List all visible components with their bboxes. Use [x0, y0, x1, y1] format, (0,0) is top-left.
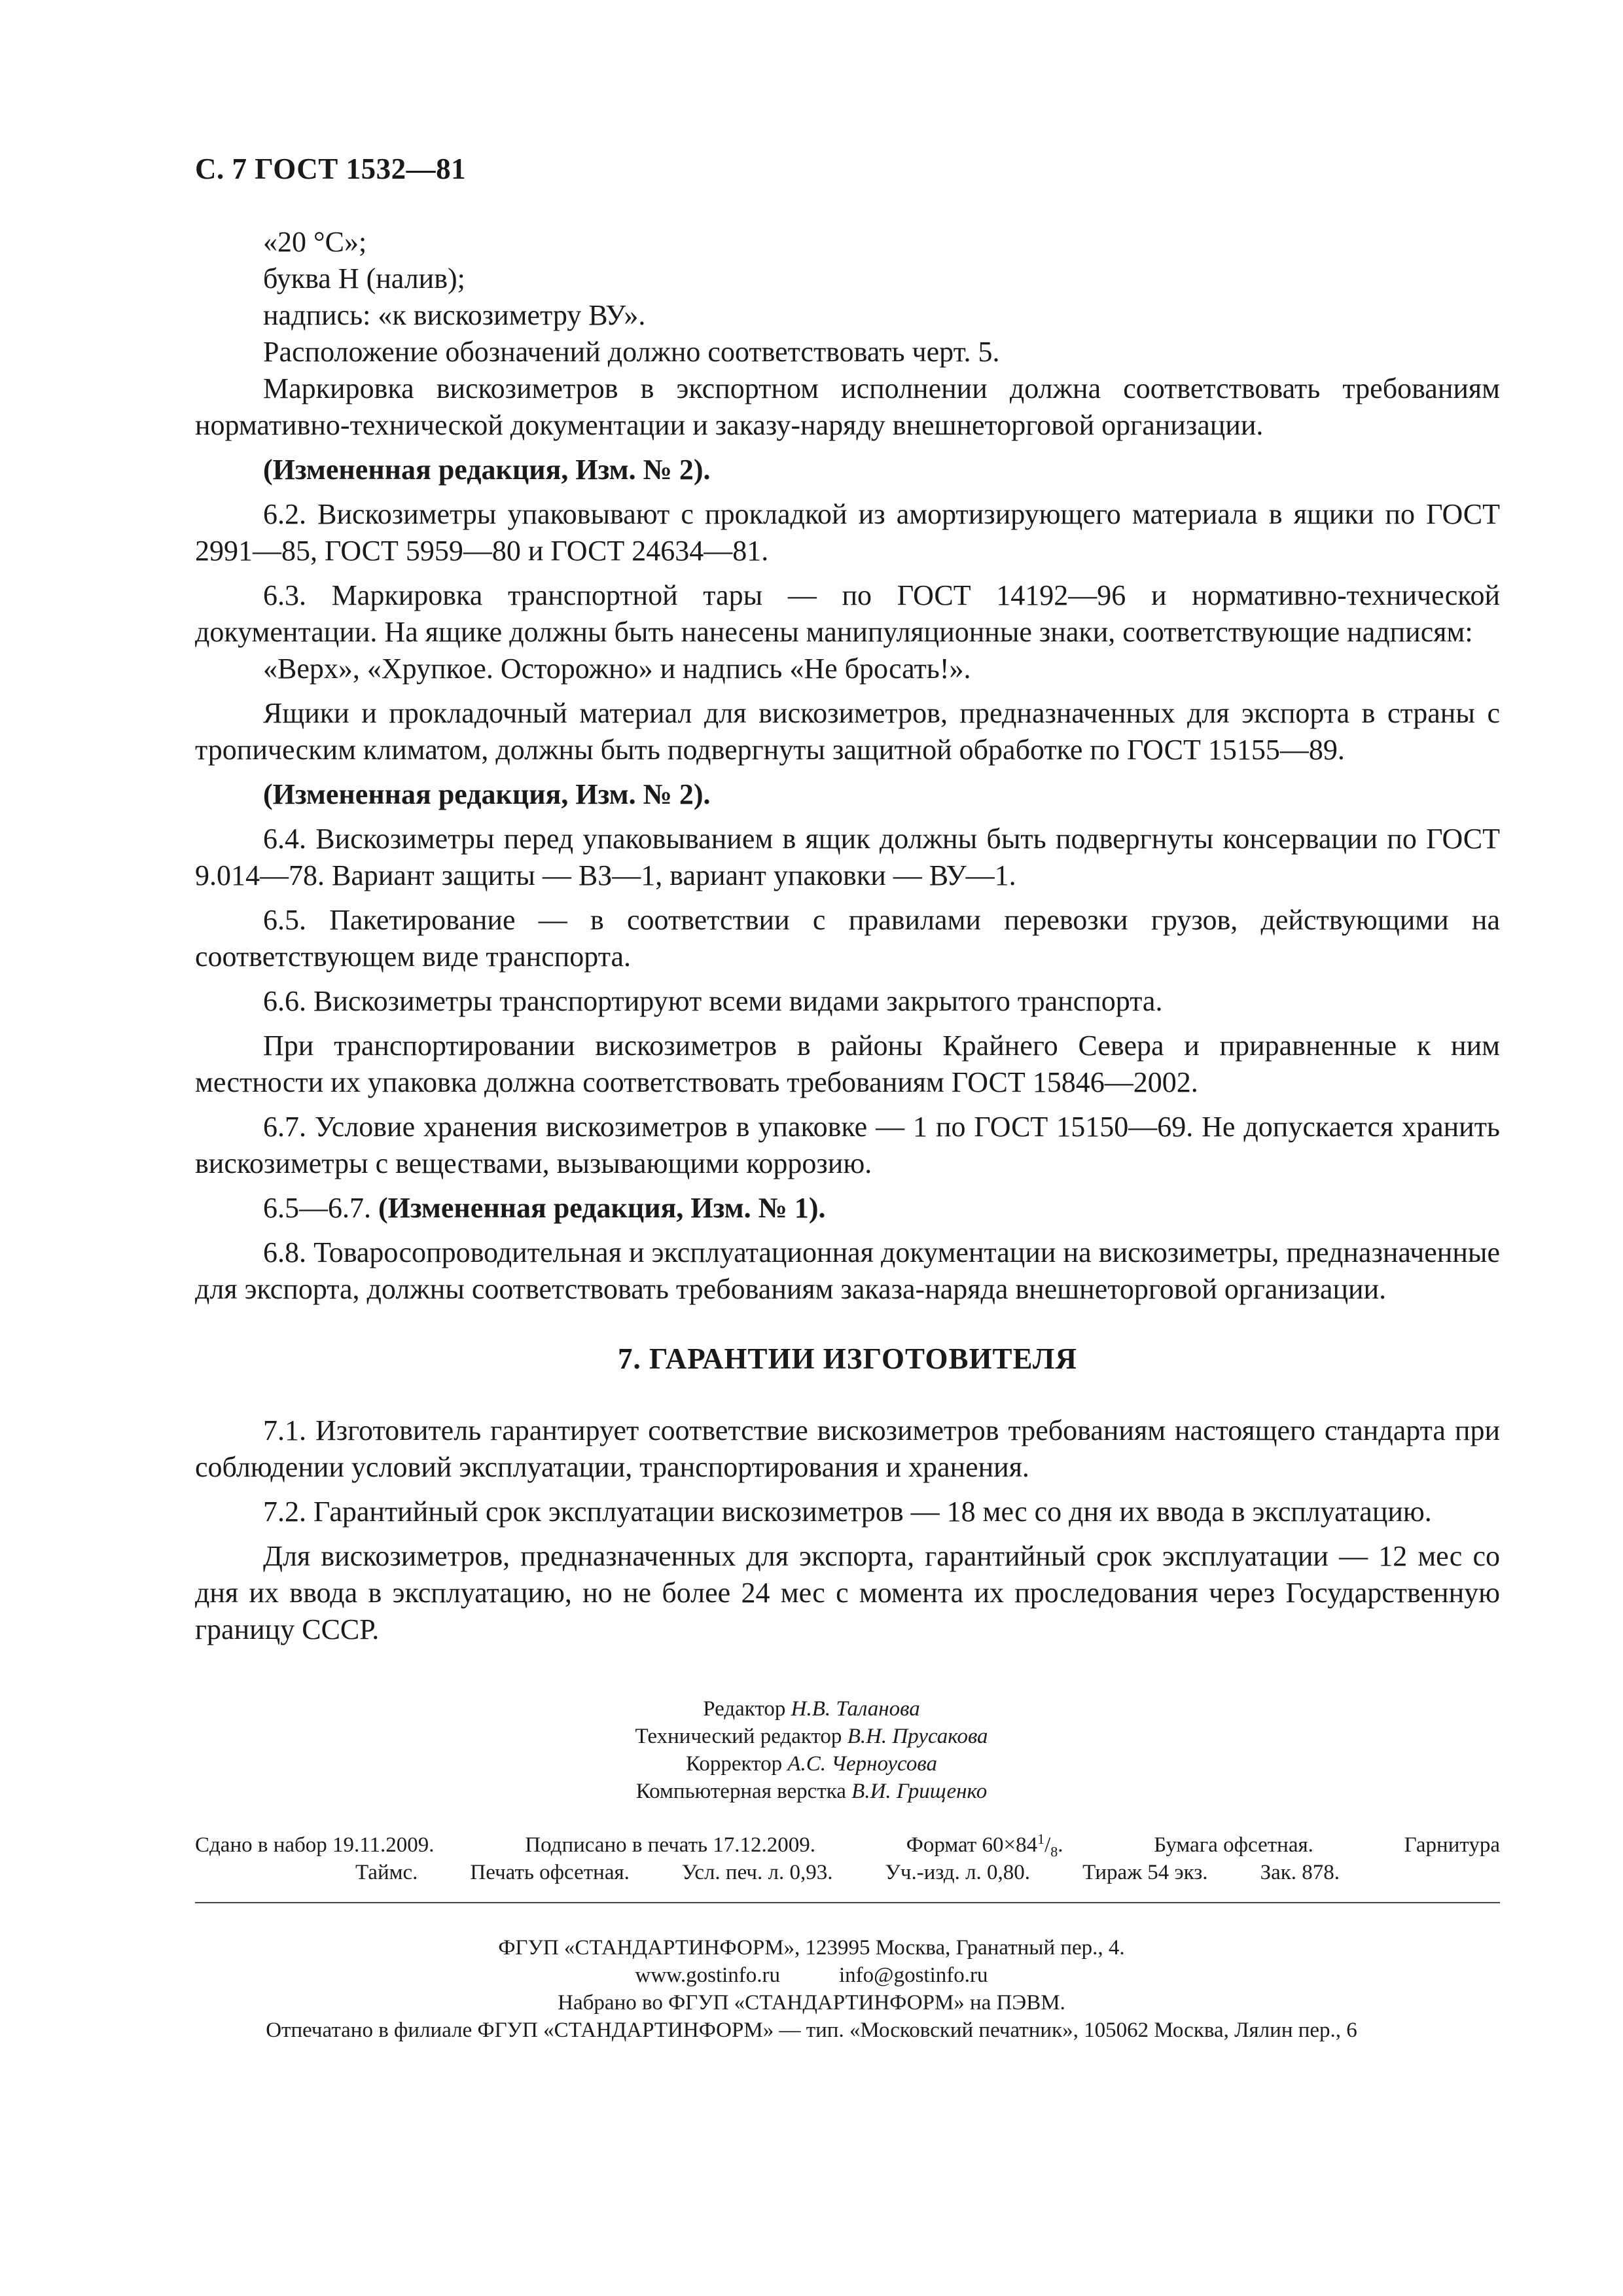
paragraph: Ящики и прокладочный материал для вискозиметров, предназначенных для экспорта в страны с тропическим климатом, должны быть подвергнуты защитной обработке по ГОСТ 15155—89. — [195, 697, 1500, 766]
publisher-address: ФГУП «СТАНДАРТИНФОРМ», 123995 Москва, Гранатный пер., 4. — [498, 1936, 1125, 1960]
imprint-line — [195, 1859, 1500, 1886]
credit-role: Компьютерная верстка — [635, 1780, 852, 1803]
amendment-prefix: 6.5—6.7. — [263, 1192, 378, 1224]
paragraph: 7.2. Гарантийный срок эксплуатации вискозиметров — 18 мес со дня их ввода в эксплуатацию. — [263, 1496, 1432, 1528]
paragraph: 6.2. Вискозиметры упаковывают с прокладкой из амортизирующего материала в ящики по ГОСТ 2991—85, ГОСТ 5959—80 и ГОСТ 24634—81. — [195, 498, 1500, 567]
amendment-label: (Измененная редакция, Изм. № 1). — [378, 1192, 826, 1224]
paragraph: 7.1. Изготовитель гарантирует соответствие вискозиметров требованиям настоящего стандарта при соблюдении условий эксплуатации, транспортирования и хранения. — [195, 1414, 1500, 1483]
imprint-block — [195, 1831, 1500, 1886]
amendment-note — [195, 1190, 1500, 1227]
paragraph: Для вискозиметров, предназначенных для экспорта, гарантийный срок эксплуатации — 12 мес со дня их ввода в эксплуатацию, но не более 24 мес с момента их проследования через Государственную границу СССР. — [195, 1540, 1500, 1645]
imprint-line — [195, 1831, 1500, 1859]
publisher-typeset: Набрано во ФГУП «СТАНДАРТИНФОРМ» на ПЭВМ. — [558, 1991, 1065, 2015]
imprint-format: Формат $60\times 84^1/_8$. — [906, 1831, 1063, 1860]
document-body — [195, 224, 1500, 1656]
imprint-typeface-name: Таймс. — [355, 1861, 418, 1884]
imprint-sheets: Усл. печ. л. 0,93. — [681, 1861, 833, 1884]
paragraph: 6.7. Условие хранения вискозиметров в упаковке — 1 по ГОСТ 15150—69. Не допускается хранить вискозиметры с веществами, вызывающими коррозию. — [195, 1111, 1500, 1179]
publisher-block — [0, 1934, 1623, 2044]
credit-name: Н.В. Таланова — [791, 1697, 920, 1721]
paragraph: 6.3. Маркировка транспортной тары — по ГОСТ 14192—96 и нормативно-технической документации. На ящике должны быть нанесены манипуляционные знаки, соответствующие надписям: — [195, 579, 1500, 648]
paragraph: Маркировка вискозиметров в экспортном исполнении должна соответствовать требованиям нормативно-технической документации и заказу-наряду внешнеторговой организации. — [195, 372, 1500, 441]
page-header: С. 7 ГОСТ 1532—81 — [195, 152, 467, 185]
imprint-run: Тираж 54 экз. — [1082, 1861, 1208, 1884]
paragraph: 6.5. Пакетирование — в соответствии с правилами перевозки грузов, действующими на соответствующем виде транспорта. — [195, 904, 1500, 973]
publisher-printed: Отпечатано в филиале ФГУП «СТАНДАРТИНФОРМ» — тип. «Московский печатник», 105062 Москва, Лялин пер., 6 — [266, 2018, 1357, 2042]
paragraph: 6.4. Вискозиметры перед упаковыванием в ящик должны быть подвергнуты консервации по ГОСТ 9.014—78. Вариант защиты — ВЗ—1, вариант упаковки — ВУ—1. — [195, 823, 1500, 891]
imprint-edit-sheets: Уч.-изд. л. 0,80. — [885, 1861, 1031, 1884]
paragraph: 6.6. Вискозиметры транспортируют всеми видами закрытого транспорта. — [263, 985, 1163, 1017]
credit-role: Технический редактор — [635, 1725, 847, 1748]
credits-block — [0, 1695, 1623, 1805]
publisher-website: www.gostinfo.ru — [635, 1964, 781, 1987]
paragraph: 6.8. Товаросопроводительная и эксплуатационная документации на вискозиметры, предназначенные для экспорта, должны соответствовать требованиям заказа-наряда внешнеторговой организации. — [195, 1236, 1500, 1305]
imprint-order: Зак. 878. — [1260, 1861, 1340, 1884]
paragraph: буква Н (налив); — [263, 262, 465, 295]
imprint-printing: Печать офсетная. — [470, 1861, 630, 1884]
credit-name: В.И. Грищенко — [851, 1780, 988, 1803]
imprint-submitted: Сдано в набор 19.11.2009. — [195, 1833, 435, 1857]
paragraph: «20 °С»; — [263, 226, 367, 258]
credit-name: А.С. Черноусова — [787, 1752, 937, 1776]
credit-role: Редактор — [703, 1697, 791, 1721]
credit-editor — [0, 1695, 1623, 1723]
imprint-typeface: Гарнитура — [1404, 1833, 1500, 1857]
divider — [195, 1902, 1500, 1903]
paragraph: надпись: «к вискозиметру ВУ». — [263, 299, 646, 331]
paragraph: Расположение обозначений должно соответствовать черт. 5. — [263, 336, 1000, 368]
credit-proofreader — [0, 1750, 1623, 1778]
credit-layout — [0, 1778, 1623, 1805]
paragraph: «Верх», «Хрупкое. Осторожно» и надпись «Не бросать!». — [263, 653, 971, 685]
paragraph: При транспортировании вискозиметров в районы Крайнего Севера и приравненные к ним местности их упаковка должна соответствовать требованиям ГОСТ 15846—2002. — [195, 1030, 1500, 1098]
amendment-note: (Измененная редакция, Изм. № 2). — [263, 778, 711, 810]
section-title: 7. ГАРАНТИИ ИЗГОТОВИТЕЛЯ — [618, 1342, 1077, 1375]
publisher-email: info@gostinfo.ru — [839, 1964, 988, 1987]
amendment-note: (Измененная редакция, Изм. № 2). — [263, 454, 711, 486]
credit-tech-editor — [0, 1723, 1623, 1750]
imprint-signed: Подписано в печать 17.12.2009. — [525, 1833, 816, 1857]
publisher-contacts — [0, 1962, 1623, 1989]
imprint-paper: Бумага офсетная. — [1154, 1833, 1313, 1857]
credit-role: Корректор — [686, 1752, 788, 1776]
credit-name: В.Н. Прусакова — [847, 1725, 988, 1748]
